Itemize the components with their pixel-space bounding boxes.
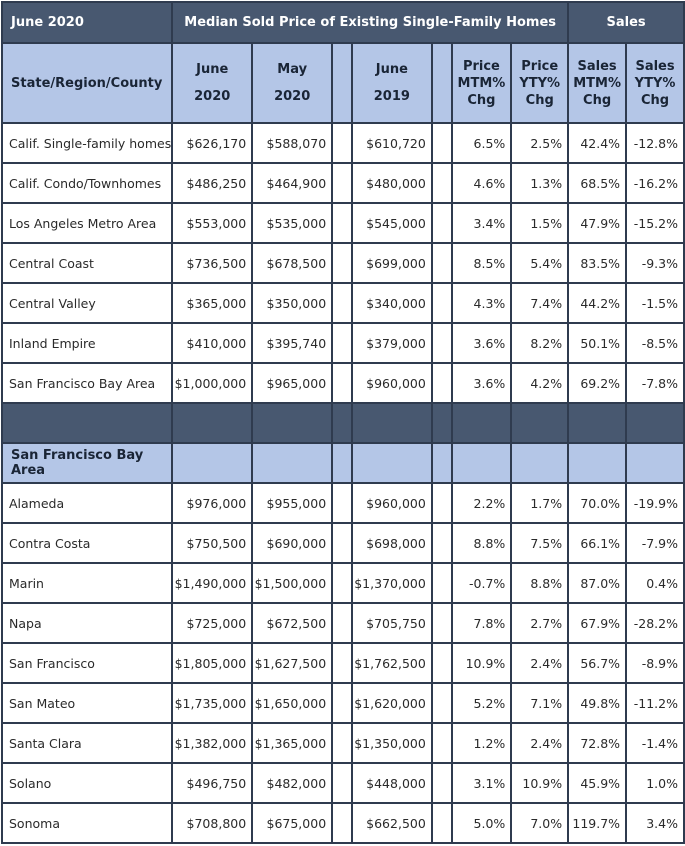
june-2019-price-cell: $662,500: [352, 803, 432, 843]
subsection-empty-cell: [452, 443, 512, 483]
region-name-cell: Marin: [2, 563, 172, 603]
sales-yty-change-cell: -7.9%: [626, 523, 684, 563]
may-2020-price-cell: $350,000: [252, 283, 332, 323]
may-2020-price-cell: $1,500,000: [252, 563, 332, 603]
table-row: [2, 523, 684, 563]
sales-mtm-change-cell: 83.5%: [568, 243, 626, 283]
table-row: [2, 123, 684, 163]
price-yty-change-cell: 4.2%: [511, 363, 568, 403]
sales-yty-change-cell: -16.2%: [626, 163, 684, 203]
june-2020-price-cell: $1,805,000: [172, 643, 252, 683]
spacer-cell: [332, 563, 352, 603]
region-name-cell: Napa: [2, 603, 172, 643]
table-row: [2, 483, 684, 523]
divider-cell: [352, 403, 432, 443]
sales-mtm-column-header: [568, 43, 626, 123]
spacer-cell: [332, 363, 352, 403]
price-yty-change-cell: 8.8%: [511, 563, 568, 603]
price-mtm-change-cell: 3.4%: [452, 203, 512, 243]
spacer-cell: [332, 283, 352, 323]
divider-cell: [626, 403, 684, 443]
price-yty-change-cell: 2.4%: [511, 723, 568, 763]
sales-yty-change-cell: -11.2%: [626, 683, 684, 723]
price-mtm-change-cell: 4.6%: [452, 163, 512, 203]
divider-cell: [432, 403, 452, 443]
spacer-cell: [332, 683, 352, 723]
table-row: [2, 363, 684, 403]
divider-cell: [332, 403, 352, 443]
col-line-2: 2019: [373, 89, 410, 104]
sales-mtm-change-cell: 66.1%: [568, 523, 626, 563]
col-line-2: MTM%: [573, 75, 621, 91]
june-2019-price-cell: $705,750: [352, 603, 432, 643]
region-name-cell: San Francisco Bay Area: [2, 363, 172, 403]
region-name-cell: Solano: [2, 763, 172, 803]
june-2020-price-cell: $626,170: [172, 123, 252, 163]
june-2020-price-cell: $1,735,000: [172, 683, 252, 723]
price-yty-change-cell: 8.2%: [511, 323, 568, 363]
subsection-empty-cell: [432, 443, 452, 483]
spacer-cell: [432, 163, 452, 203]
col-line-3: Chg: [583, 92, 612, 108]
may-2020-price-cell: $482,000: [252, 763, 332, 803]
price-mtm-change-cell: 7.8%: [452, 603, 512, 643]
price-yty-change-cell: 2.4%: [511, 643, 568, 683]
june-2019-price-cell: $448,000: [352, 763, 432, 803]
spacer-cell: [432, 643, 452, 683]
may-2020-price-cell: $464,900: [252, 163, 332, 203]
period-label: June 2020: [2, 2, 172, 43]
june-2020-price-cell: $708,800: [172, 803, 252, 843]
sales-mtm-change-cell: 70.0%: [568, 483, 626, 523]
june-2020-price-cell: $486,250: [172, 163, 252, 203]
spacer-cell: [332, 723, 352, 763]
sales-yty-change-cell: -19.9%: [626, 483, 684, 523]
table-body: [2, 2, 684, 843]
home-prices-table: [1, 1, 685, 844]
june-2020-price-cell: $410,000: [172, 323, 252, 363]
june-2019-price-cell: $545,000: [352, 203, 432, 243]
table-row: [2, 163, 684, 203]
spacer-cell: [332, 43, 352, 123]
sales-yty-change-cell: -1.4%: [626, 723, 684, 763]
table-row: [2, 763, 684, 803]
may-2020-price-cell: $535,000: [252, 203, 332, 243]
sales-yty-change-cell: 3.4%: [626, 803, 684, 843]
region-name-cell: San Mateo: [2, 683, 172, 723]
price-mtm-change-cell: 1.2%: [452, 723, 512, 763]
col-line-2: 2020: [274, 89, 311, 104]
divider-cell: [568, 403, 626, 443]
table-row: [2, 243, 684, 283]
spacer-cell: [332, 643, 352, 683]
col-line-2: YTY%: [634, 75, 676, 91]
june-2019-price-cell: $1,350,000: [352, 723, 432, 763]
june-2019-price-cell: $480,000: [352, 163, 432, 203]
divider-cell: [172, 403, 252, 443]
may-2020-price-cell: $1,627,500: [252, 643, 332, 683]
sales-mtm-change-cell: 44.2%: [568, 283, 626, 323]
sales-mtm-change-cell: 47.9%: [568, 203, 626, 243]
table-row: [2, 563, 684, 603]
subsection-empty-cell: [511, 443, 568, 483]
sales-yty-change-cell: -28.2%: [626, 603, 684, 643]
sales-mtm-change-cell: 119.7%: [568, 803, 626, 843]
price-yty-change-cell: 1.3%: [511, 163, 568, 203]
price-mtm-change-cell: 6.5%: [452, 123, 512, 163]
spacer-cell: [332, 323, 352, 363]
sales-yty-change-cell: -8.9%: [626, 643, 684, 683]
subsection-empty-cell: [626, 443, 684, 483]
june-2020-price-cell: $365,000: [172, 283, 252, 323]
spacer-cell: [332, 803, 352, 843]
col-line-1: Sales: [577, 58, 617, 74]
sales-mtm-change-cell: 42.4%: [568, 123, 626, 163]
may-2020-price-cell: $1,650,000: [252, 683, 332, 723]
june-2019-price-cell: $699,000: [352, 243, 432, 283]
region-name-cell: Central Coast: [2, 243, 172, 283]
sales-yty-change-cell: -8.5%: [626, 323, 684, 363]
sales-yty-change-cell: 1.0%: [626, 763, 684, 803]
may-2020-price-cell: $672,500: [252, 603, 332, 643]
price-mtm-change-cell: -0.7%: [452, 563, 512, 603]
june-2020-price-cell: $736,500: [172, 243, 252, 283]
spacer-cell: [432, 43, 452, 123]
sales-mtm-change-cell: 72.8%: [568, 723, 626, 763]
region-name-cell: Contra Costa: [2, 523, 172, 563]
col-line-1: Price: [521, 58, 559, 74]
june-2019-price-cell: $379,000: [352, 323, 432, 363]
subsection-header-row: [2, 443, 684, 483]
col-line-3: Chg: [467, 92, 496, 108]
region-name-cell: San Francisco: [2, 643, 172, 683]
sales-mtm-change-cell: 87.0%: [568, 563, 626, 603]
region-name-cell: Sonoma: [2, 803, 172, 843]
price-mtm-change-cell: 5.0%: [452, 803, 512, 843]
price-mtm-change-cell: 2.2%: [452, 483, 512, 523]
region-column-header: State/Region/County: [2, 43, 172, 123]
spacer-cell: [432, 363, 452, 403]
table-row: [2, 723, 684, 763]
spacer-cell: [332, 523, 352, 563]
price-yty-change-cell: 7.0%: [511, 803, 568, 843]
sales-yty-change-cell: 0.4%: [626, 563, 684, 603]
title-row: [2, 2, 684, 43]
region-name-cell: Santa Clara: [2, 723, 172, 763]
sales-group-title: Sales: [568, 2, 684, 43]
sales-mtm-change-cell: 45.9%: [568, 763, 626, 803]
spacer-cell: [332, 603, 352, 643]
region-name-cell: Alameda: [2, 483, 172, 523]
spacer-cell: [432, 523, 452, 563]
subsection-empty-cell: [252, 443, 332, 483]
spacer-cell: [432, 803, 452, 843]
june-2019-price-cell: $698,000: [352, 523, 432, 563]
price-mtm-change-cell: 3.6%: [452, 323, 512, 363]
section-divider-row: [2, 403, 684, 443]
may-2020-price-cell: $955,000: [252, 483, 332, 523]
price-mtm-change-cell: 5.2%: [452, 683, 512, 723]
divider-cell: [252, 403, 332, 443]
june-2020-price-cell: $1,490,000: [172, 563, 252, 603]
subsection-title: San Francisco Bay Area: [2, 443, 172, 483]
subsection-empty-cell: [332, 443, 352, 483]
sales-yty-change-cell: -15.2%: [626, 203, 684, 243]
sales-mtm-change-cell: 50.1%: [568, 323, 626, 363]
column-header-row: [2, 43, 684, 123]
price-yty-change-cell: 7.5%: [511, 523, 568, 563]
price-yty-change-cell: 2.5%: [511, 123, 568, 163]
table-row: [2, 803, 684, 843]
price-mtm-change-cell: 8.8%: [452, 523, 512, 563]
spacer-cell: [432, 683, 452, 723]
price-yty-change-cell: 1.5%: [511, 203, 568, 243]
price-yty-change-cell: 1.7%: [511, 483, 568, 523]
june-2020-price-cell: $750,500: [172, 523, 252, 563]
table-row: [2, 203, 684, 243]
divider-cell: [2, 403, 172, 443]
june-2019-price-cell: $340,000: [352, 283, 432, 323]
june-2020-price-cell: $496,750: [172, 763, 252, 803]
col-line-3: Chg: [525, 92, 554, 108]
col-line-1: Price: [462, 58, 500, 74]
sales-mtm-change-cell: 49.8%: [568, 683, 626, 723]
sales-mtm-change-cell: 69.2%: [568, 363, 626, 403]
june-2019-price-cell: $960,000: [352, 483, 432, 523]
may-2020-price-cell: $690,000: [252, 523, 332, 563]
spacer-cell: [432, 123, 452, 163]
sales-yty-change-cell: -7.8%: [626, 363, 684, 403]
price-yty-change-cell: 7.1%: [511, 683, 568, 723]
price-yty-change-cell: 2.7%: [511, 603, 568, 643]
table-row: [2, 643, 684, 683]
spacer-cell: [432, 763, 452, 803]
sales-mtm-change-cell: 67.9%: [568, 603, 626, 643]
spacer-cell: [332, 763, 352, 803]
col-line-3: Chg: [640, 92, 670, 108]
col-line-1: June: [375, 62, 408, 77]
spacer-cell: [332, 163, 352, 203]
sales-yty-change-cell: -1.5%: [626, 283, 684, 323]
region-name-cell: Central Valley: [2, 283, 172, 323]
price-yty-change-cell: 10.9%: [511, 763, 568, 803]
price-mtm-change-cell: 3.1%: [452, 763, 512, 803]
price-mtm-column-header: [452, 43, 512, 123]
table-row: [2, 323, 684, 363]
table-row: [2, 283, 684, 323]
spacer-cell: [432, 203, 452, 243]
sales-yty-change-cell: -12.8%: [626, 123, 684, 163]
col-line-2: YTY%: [519, 75, 561, 91]
col-line-1: May: [277, 62, 308, 77]
june-2020-price-cell: $725,000: [172, 603, 252, 643]
table-row: [2, 683, 684, 723]
price-mtm-change-cell: 8.5%: [452, 243, 512, 283]
spacer-cell: [332, 203, 352, 243]
june-2019-price-cell: $1,370,000: [352, 563, 432, 603]
spacer-cell: [432, 283, 452, 323]
sales-yty-change-cell: -9.3%: [626, 243, 684, 283]
may-2020-price-cell: $675,000: [252, 803, 332, 843]
june-2019-price-cell: $960,000: [352, 363, 432, 403]
sales-yty-column-header: [626, 43, 684, 123]
june-2019-price-cell: $1,762,500: [352, 643, 432, 683]
spacer-cell: [432, 563, 452, 603]
spacer-cell: [432, 323, 452, 363]
region-name-cell: Calif. Condo/Townhomes: [2, 163, 172, 203]
price-yty-change-cell: 5.4%: [511, 243, 568, 283]
may-2020-price-cell: $965,000: [252, 363, 332, 403]
price-yty-change-cell: 7.4%: [511, 283, 568, 323]
may-2020-price-cell: $1,365,000: [252, 723, 332, 763]
subsection-empty-cell: [568, 443, 626, 483]
price-group-title: Median Sold Price of Existing Single-Family Homes: [172, 2, 568, 43]
subsection-empty-cell: [172, 443, 252, 483]
sales-mtm-change-cell: 56.7%: [568, 643, 626, 683]
region-name-cell: Calif. Single-family homes: [2, 123, 172, 163]
col-line-1: Sales: [635, 58, 675, 74]
may-2020-price-cell: $395,740: [252, 323, 332, 363]
price-mtm-change-cell: 10.9%: [452, 643, 512, 683]
spacer-cell: [332, 243, 352, 283]
col-line-2: MTM%: [457, 75, 506, 91]
region-name-cell: Inland Empire: [2, 323, 172, 363]
may-2020-column-header: [252, 43, 332, 123]
may-2020-price-cell: $588,070: [252, 123, 332, 163]
price-yty-column-header: [511, 43, 568, 123]
price-mtm-change-cell: 4.3%: [452, 283, 512, 323]
spacer-cell: [432, 483, 452, 523]
region-name-cell: Los Angeles Metro Area: [2, 203, 172, 243]
spacer-cell: [432, 243, 452, 283]
spacer-cell: [332, 123, 352, 163]
col-line-2: 2020: [194, 89, 231, 104]
june-2020-price-cell: $1,000,000: [172, 363, 252, 403]
june-2019-price-cell: $1,620,000: [352, 683, 432, 723]
table-row: [2, 603, 684, 643]
june-2020-price-cell: $976,000: [172, 483, 252, 523]
col-line-1: June: [196, 62, 229, 77]
june-2019-column-header: [352, 43, 432, 123]
price-mtm-change-cell: 3.6%: [452, 363, 512, 403]
divider-cell: [511, 403, 568, 443]
june-2020-column-header: [172, 43, 252, 123]
subsection-empty-cell: [352, 443, 432, 483]
june-2020-price-cell: $1,382,000: [172, 723, 252, 763]
june-2019-price-cell: $610,720: [352, 123, 432, 163]
may-2020-price-cell: $678,500: [252, 243, 332, 283]
spacer-cell: [432, 723, 452, 763]
spacer-cell: [432, 603, 452, 643]
spacer-cell: [332, 483, 352, 523]
sales-mtm-change-cell: 68.5%: [568, 163, 626, 203]
divider-cell: [452, 403, 512, 443]
june-2020-price-cell: $553,000: [172, 203, 252, 243]
